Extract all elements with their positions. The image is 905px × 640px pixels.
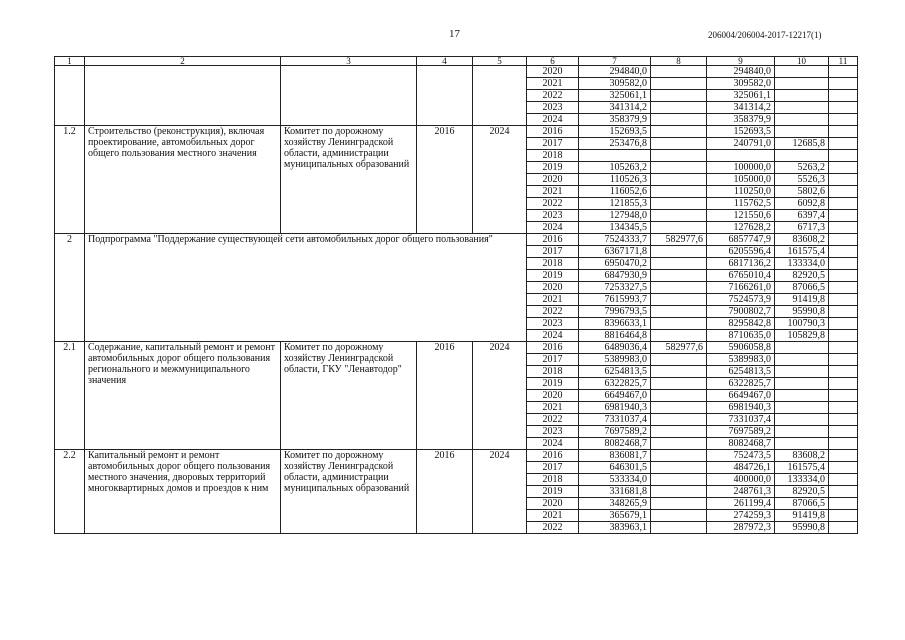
header-row xyxy=(55,57,858,66)
year-cell: 2018 xyxy=(527,258,579,270)
federal-cell xyxy=(651,186,707,198)
year-cell: 2018 xyxy=(527,150,579,162)
total-cell: 341314,2 xyxy=(579,102,651,114)
total-cell: 8396633,1 xyxy=(579,318,651,330)
year-cell: 2016 xyxy=(527,342,579,354)
local-cell xyxy=(775,402,829,414)
column-header: 6 xyxy=(527,57,579,66)
year-cell: 2019 xyxy=(527,378,579,390)
other-cell xyxy=(829,174,858,186)
federal-cell xyxy=(651,426,707,438)
year-cell: 2017 xyxy=(527,462,579,474)
local-cell: 95990,8 xyxy=(775,522,829,534)
column-header: 1 xyxy=(55,57,85,66)
column-header: 4 xyxy=(417,57,473,66)
year-cell: 2016 xyxy=(527,234,579,246)
column-header: 8 xyxy=(651,57,707,66)
end-year: 2024 xyxy=(473,450,527,534)
local-cell: 91419,8 xyxy=(775,510,829,522)
regional-cell: 7166261,0 xyxy=(707,282,775,294)
other-cell xyxy=(829,66,858,78)
other-cell xyxy=(829,162,858,174)
total-cell: 7331037,4 xyxy=(579,414,651,426)
regional-cell: 6254813,5 xyxy=(707,366,775,378)
regional-cell: 248761,3 xyxy=(707,486,775,498)
year-cell: 2016 xyxy=(527,126,579,138)
executor: Комитет по дорожному хозяйству Ленинградской области, ГКУ "Ленавтодор" xyxy=(281,342,417,450)
federal-cell xyxy=(651,102,707,114)
year-cell: 2018 xyxy=(527,474,579,486)
start-year: 2016 xyxy=(417,126,473,234)
other-cell xyxy=(829,306,858,318)
federal-cell xyxy=(651,390,707,402)
other-cell xyxy=(829,234,858,246)
other-cell xyxy=(829,246,858,258)
other-cell xyxy=(829,462,858,474)
end-year xyxy=(473,66,527,126)
local-cell: 105829,8 xyxy=(775,330,829,342)
local-cell xyxy=(775,78,829,90)
start-year: 2016 xyxy=(417,342,473,450)
regional-cell: 274259,3 xyxy=(707,510,775,522)
local-cell xyxy=(775,126,829,138)
item-number xyxy=(55,66,85,126)
other-cell xyxy=(829,510,858,522)
total-cell: 116052,6 xyxy=(579,186,651,198)
federal-cell xyxy=(651,270,707,282)
year-cell: 2024 xyxy=(527,222,579,234)
total-cell: 105263,2 xyxy=(579,162,651,174)
column-header: 3 xyxy=(281,57,417,66)
local-cell: 5526,3 xyxy=(775,174,829,186)
regional-cell: 100000,0 xyxy=(707,162,775,174)
federal-cell xyxy=(651,258,707,270)
regional-cell: 6322825,7 xyxy=(707,378,775,390)
total-cell: 325061,1 xyxy=(579,90,651,102)
year-cell: 2022 xyxy=(527,306,579,318)
regional-cell: 5906058,8 xyxy=(707,342,775,354)
federal-cell xyxy=(651,306,707,318)
local-cell: 6092,8 xyxy=(775,198,829,210)
local-cell xyxy=(775,90,829,102)
local-cell xyxy=(775,114,829,126)
executor: Комитет по дорожному хозяйству Ленинградской области, администрации муниципальных образований xyxy=(281,450,417,534)
other-cell xyxy=(829,378,858,390)
regional-cell: 8710635,0 xyxy=(707,330,775,342)
column-header: 2 xyxy=(85,57,281,66)
local-cell: 82920,5 xyxy=(775,270,829,282)
total-cell: 7253327,5 xyxy=(579,282,651,294)
item-number: 2 xyxy=(55,234,85,342)
table-row xyxy=(55,342,858,354)
other-cell xyxy=(829,498,858,510)
local-cell: 91419,8 xyxy=(775,294,829,306)
federal-cell xyxy=(651,210,707,222)
year-cell: 2024 xyxy=(527,114,579,126)
table-row xyxy=(55,126,858,138)
year-cell: 2016 xyxy=(527,450,579,462)
local-cell: 133334,0 xyxy=(775,258,829,270)
item-number: 1.2 xyxy=(55,126,85,234)
other-cell xyxy=(829,366,858,378)
federal-cell xyxy=(651,78,707,90)
total-cell: 6322825,7 xyxy=(579,378,651,390)
federal-cell xyxy=(651,294,707,306)
total-cell: 331681,8 xyxy=(579,486,651,498)
regional-cell: 309582,0 xyxy=(707,78,775,90)
local-cell: 5802,6 xyxy=(775,186,829,198)
regional-cell: 115762,5 xyxy=(707,198,775,210)
other-cell xyxy=(829,270,858,282)
local-cell: 95990,8 xyxy=(775,306,829,318)
local-cell xyxy=(775,354,829,366)
federal-cell xyxy=(651,150,707,162)
local-cell: 133334,0 xyxy=(775,474,829,486)
other-cell xyxy=(829,474,858,486)
federal-cell: 582977,6 xyxy=(651,342,707,354)
regional-cell: 6649467,0 xyxy=(707,390,775,402)
table-body xyxy=(55,57,858,534)
federal-cell xyxy=(651,498,707,510)
table-row xyxy=(55,450,858,462)
regional-cell: 400000,0 xyxy=(707,474,775,486)
local-cell xyxy=(775,366,829,378)
federal-cell xyxy=(651,330,707,342)
year-cell: 2020 xyxy=(527,66,579,78)
year-cell: 2019 xyxy=(527,486,579,498)
other-cell xyxy=(829,282,858,294)
regional-cell: 341314,2 xyxy=(707,102,775,114)
other-cell xyxy=(829,198,858,210)
end-year: 2024 xyxy=(473,126,527,234)
federal-cell xyxy=(651,522,707,534)
regional-cell: 6981940,3 xyxy=(707,402,775,414)
total-cell: 121855,3 xyxy=(579,198,651,210)
regional-cell: 6817136,2 xyxy=(707,258,775,270)
year-cell: 2018 xyxy=(527,366,579,378)
federal-cell xyxy=(651,366,707,378)
year-cell: 2017 xyxy=(527,138,579,150)
federal-cell xyxy=(651,66,707,78)
federal-cell xyxy=(651,486,707,498)
total-cell: 309582,0 xyxy=(579,78,651,90)
regional-cell: 7524573,9 xyxy=(707,294,775,306)
federal-cell xyxy=(651,450,707,462)
federal-cell xyxy=(651,282,707,294)
regional-cell: 294840,0 xyxy=(707,66,775,78)
local-cell: 87066,5 xyxy=(775,282,829,294)
other-cell xyxy=(829,222,858,234)
regional-cell: 6205596,4 xyxy=(707,246,775,258)
local-cell: 5263,2 xyxy=(775,162,829,174)
year-cell: 2020 xyxy=(527,390,579,402)
federal-cell xyxy=(651,510,707,522)
other-cell xyxy=(829,450,858,462)
total-cell: 253476,8 xyxy=(579,138,651,150)
year-cell: 2021 xyxy=(527,294,579,306)
federal-cell xyxy=(651,354,707,366)
total-cell: 365679,1 xyxy=(579,510,651,522)
year-cell: 2024 xyxy=(527,330,579,342)
total-cell: 6649467,0 xyxy=(579,390,651,402)
total-cell xyxy=(579,150,651,162)
federal-cell xyxy=(651,198,707,210)
table-row xyxy=(55,66,858,78)
year-cell: 2020 xyxy=(527,174,579,186)
end-year: 2024 xyxy=(473,342,527,450)
federal-cell xyxy=(651,114,707,126)
regional-cell: 6765010,4 xyxy=(707,270,775,282)
year-cell: 2021 xyxy=(527,402,579,414)
regional-cell: 8295842,8 xyxy=(707,318,775,330)
total-cell: 6950470,2 xyxy=(579,258,651,270)
other-cell xyxy=(829,402,858,414)
total-cell: 6367171,8 xyxy=(579,246,651,258)
year-cell: 2021 xyxy=(527,510,579,522)
column-header: 9 xyxy=(707,57,775,66)
total-cell: 533334,0 xyxy=(579,474,651,486)
total-cell: 7615993,7 xyxy=(579,294,651,306)
federal-cell xyxy=(651,174,707,186)
regional-cell: 752473,5 xyxy=(707,450,775,462)
year-cell: 2019 xyxy=(527,162,579,174)
year-cell: 2022 xyxy=(527,522,579,534)
regional-cell: 287972,3 xyxy=(707,522,775,534)
local-cell: 82920,5 xyxy=(775,486,829,498)
page-number: 17 xyxy=(449,28,460,40)
regional-cell: 105000,0 xyxy=(707,174,775,186)
other-cell xyxy=(829,102,858,114)
year-cell: 2017 xyxy=(527,246,579,258)
other-cell xyxy=(829,438,858,450)
local-cell xyxy=(775,378,829,390)
regional-cell: 110250,0 xyxy=(707,186,775,198)
total-cell: 7697589,2 xyxy=(579,426,651,438)
total-cell: 646301,5 xyxy=(579,462,651,474)
year-cell: 2021 xyxy=(527,186,579,198)
total-cell: 8082468,7 xyxy=(579,438,651,450)
item-number: 2.1 xyxy=(55,342,85,450)
regional-cell: 7900802,7 xyxy=(707,306,775,318)
local-cell: 12685,8 xyxy=(775,138,829,150)
local-cell xyxy=(775,102,829,114)
federal-cell xyxy=(651,474,707,486)
other-cell xyxy=(829,114,858,126)
total-cell: 358379,9 xyxy=(579,114,651,126)
local-cell: 87066,5 xyxy=(775,498,829,510)
local-cell: 161575,4 xyxy=(775,462,829,474)
other-cell xyxy=(829,150,858,162)
federal-cell xyxy=(651,378,707,390)
column-header: 5 xyxy=(473,57,527,66)
local-cell xyxy=(775,342,829,354)
document-id: 206004/206004-2017-12217(1) xyxy=(708,30,822,40)
federal-cell xyxy=(651,318,707,330)
total-cell: 7524333,7 xyxy=(579,234,651,246)
other-cell xyxy=(829,138,858,150)
regional-cell: 240791,0 xyxy=(707,138,775,150)
local-cell: 83608,2 xyxy=(775,234,829,246)
item-name: Содержание, капитальный ремонт и ремонт автомобильных дорог общего пользования регионального и межмуниципального значения xyxy=(85,342,281,450)
federal-cell: 582977,6 xyxy=(651,234,707,246)
year-cell: 2022 xyxy=(527,90,579,102)
item-number: 2.2 xyxy=(55,450,85,534)
program-table xyxy=(54,56,858,534)
year-cell: 2021 xyxy=(527,78,579,90)
total-cell: 152693,5 xyxy=(579,126,651,138)
column-header: 11 xyxy=(829,57,858,66)
year-cell: 2020 xyxy=(527,282,579,294)
local-cell: 100790,3 xyxy=(775,318,829,330)
total-cell: 110526,3 xyxy=(579,174,651,186)
local-cell xyxy=(775,66,829,78)
local-cell xyxy=(775,414,829,426)
local-cell xyxy=(775,150,829,162)
total-cell: 294840,0 xyxy=(579,66,651,78)
federal-cell xyxy=(651,138,707,150)
regional-cell: 261199,4 xyxy=(707,498,775,510)
regional-cell: 7331037,4 xyxy=(707,414,775,426)
other-cell xyxy=(829,390,858,402)
table-row xyxy=(55,234,858,246)
year-cell: 2022 xyxy=(527,198,579,210)
year-cell: 2023 xyxy=(527,210,579,222)
year-cell: 2017 xyxy=(527,354,579,366)
year-cell: 2022 xyxy=(527,414,579,426)
regional-cell: 8082468,7 xyxy=(707,438,775,450)
total-cell: 127948,0 xyxy=(579,210,651,222)
federal-cell xyxy=(651,462,707,474)
regional-cell xyxy=(707,150,775,162)
other-cell xyxy=(829,414,858,426)
other-cell xyxy=(829,342,858,354)
total-cell: 348265,9 xyxy=(579,498,651,510)
other-cell xyxy=(829,90,858,102)
item-name: Капитальный ремонт и ремонт автомобильных дорог общего пользования местного значения, дворовых территорий многоквартирных домов и проездов к ним xyxy=(85,450,281,534)
total-cell: 134345,5 xyxy=(579,222,651,234)
federal-cell xyxy=(651,402,707,414)
total-cell: 383963,1 xyxy=(579,522,651,534)
year-cell: 2023 xyxy=(527,318,579,330)
other-cell xyxy=(829,294,858,306)
other-cell xyxy=(829,354,858,366)
item-name xyxy=(85,66,281,126)
year-cell: 2023 xyxy=(527,102,579,114)
federal-cell xyxy=(651,414,707,426)
regional-cell: 484726,1 xyxy=(707,462,775,474)
total-cell: 6489036,4 xyxy=(579,342,651,354)
total-cell: 8816464,8 xyxy=(579,330,651,342)
start-year: 2016 xyxy=(417,450,473,534)
other-cell xyxy=(829,126,858,138)
executor: Комитет по дорожному хозяйству Ленинградской области, администрации муниципальных образований xyxy=(281,126,417,234)
regional-cell: 5389983,0 xyxy=(707,354,775,366)
other-cell xyxy=(829,330,858,342)
total-cell: 836081,7 xyxy=(579,450,651,462)
regional-cell: 6857747,9 xyxy=(707,234,775,246)
other-cell xyxy=(829,186,858,198)
regional-cell: 127628,2 xyxy=(707,222,775,234)
federal-cell xyxy=(651,222,707,234)
local-cell: 6717,3 xyxy=(775,222,829,234)
local-cell xyxy=(775,426,829,438)
other-cell xyxy=(829,318,858,330)
item-name: Строительство (реконструкция), включая проектирование, автомобильных дорог общего пользования местного значения xyxy=(85,126,281,234)
column-header: 10 xyxy=(775,57,829,66)
federal-cell xyxy=(651,438,707,450)
regional-cell: 121550,6 xyxy=(707,210,775,222)
local-cell xyxy=(775,390,829,402)
regional-cell: 358379,9 xyxy=(707,114,775,126)
regional-cell: 325061,1 xyxy=(707,90,775,102)
federal-cell xyxy=(651,90,707,102)
item-name: Подпрограмма "Поддержание существующей сети автомобильных дорог общего пользования" xyxy=(85,234,527,342)
regional-cell: 7697589,2 xyxy=(707,426,775,438)
other-cell xyxy=(829,258,858,270)
total-cell: 6847930,9 xyxy=(579,270,651,282)
total-cell: 6254813,5 xyxy=(579,366,651,378)
federal-cell xyxy=(651,162,707,174)
year-cell: 2023 xyxy=(527,426,579,438)
local-cell: 6397,4 xyxy=(775,210,829,222)
regional-cell: 152693,5 xyxy=(707,126,775,138)
other-cell xyxy=(829,486,858,498)
executor xyxy=(281,66,417,126)
total-cell: 5389983,0 xyxy=(579,354,651,366)
other-cell xyxy=(829,210,858,222)
total-cell: 6981940,3 xyxy=(579,402,651,414)
federal-cell xyxy=(651,126,707,138)
column-header: 7 xyxy=(579,57,651,66)
year-cell: 2020 xyxy=(527,498,579,510)
other-cell xyxy=(829,426,858,438)
local-cell: 161575,4 xyxy=(775,246,829,258)
local-cell: 83608,2 xyxy=(775,450,829,462)
local-cell xyxy=(775,438,829,450)
total-cell: 7996793,5 xyxy=(579,306,651,318)
year-cell: 2024 xyxy=(527,438,579,450)
year-cell: 2019 xyxy=(527,270,579,282)
other-cell xyxy=(829,78,858,90)
federal-cell xyxy=(651,246,707,258)
start-year xyxy=(417,66,473,126)
other-cell xyxy=(829,522,858,534)
